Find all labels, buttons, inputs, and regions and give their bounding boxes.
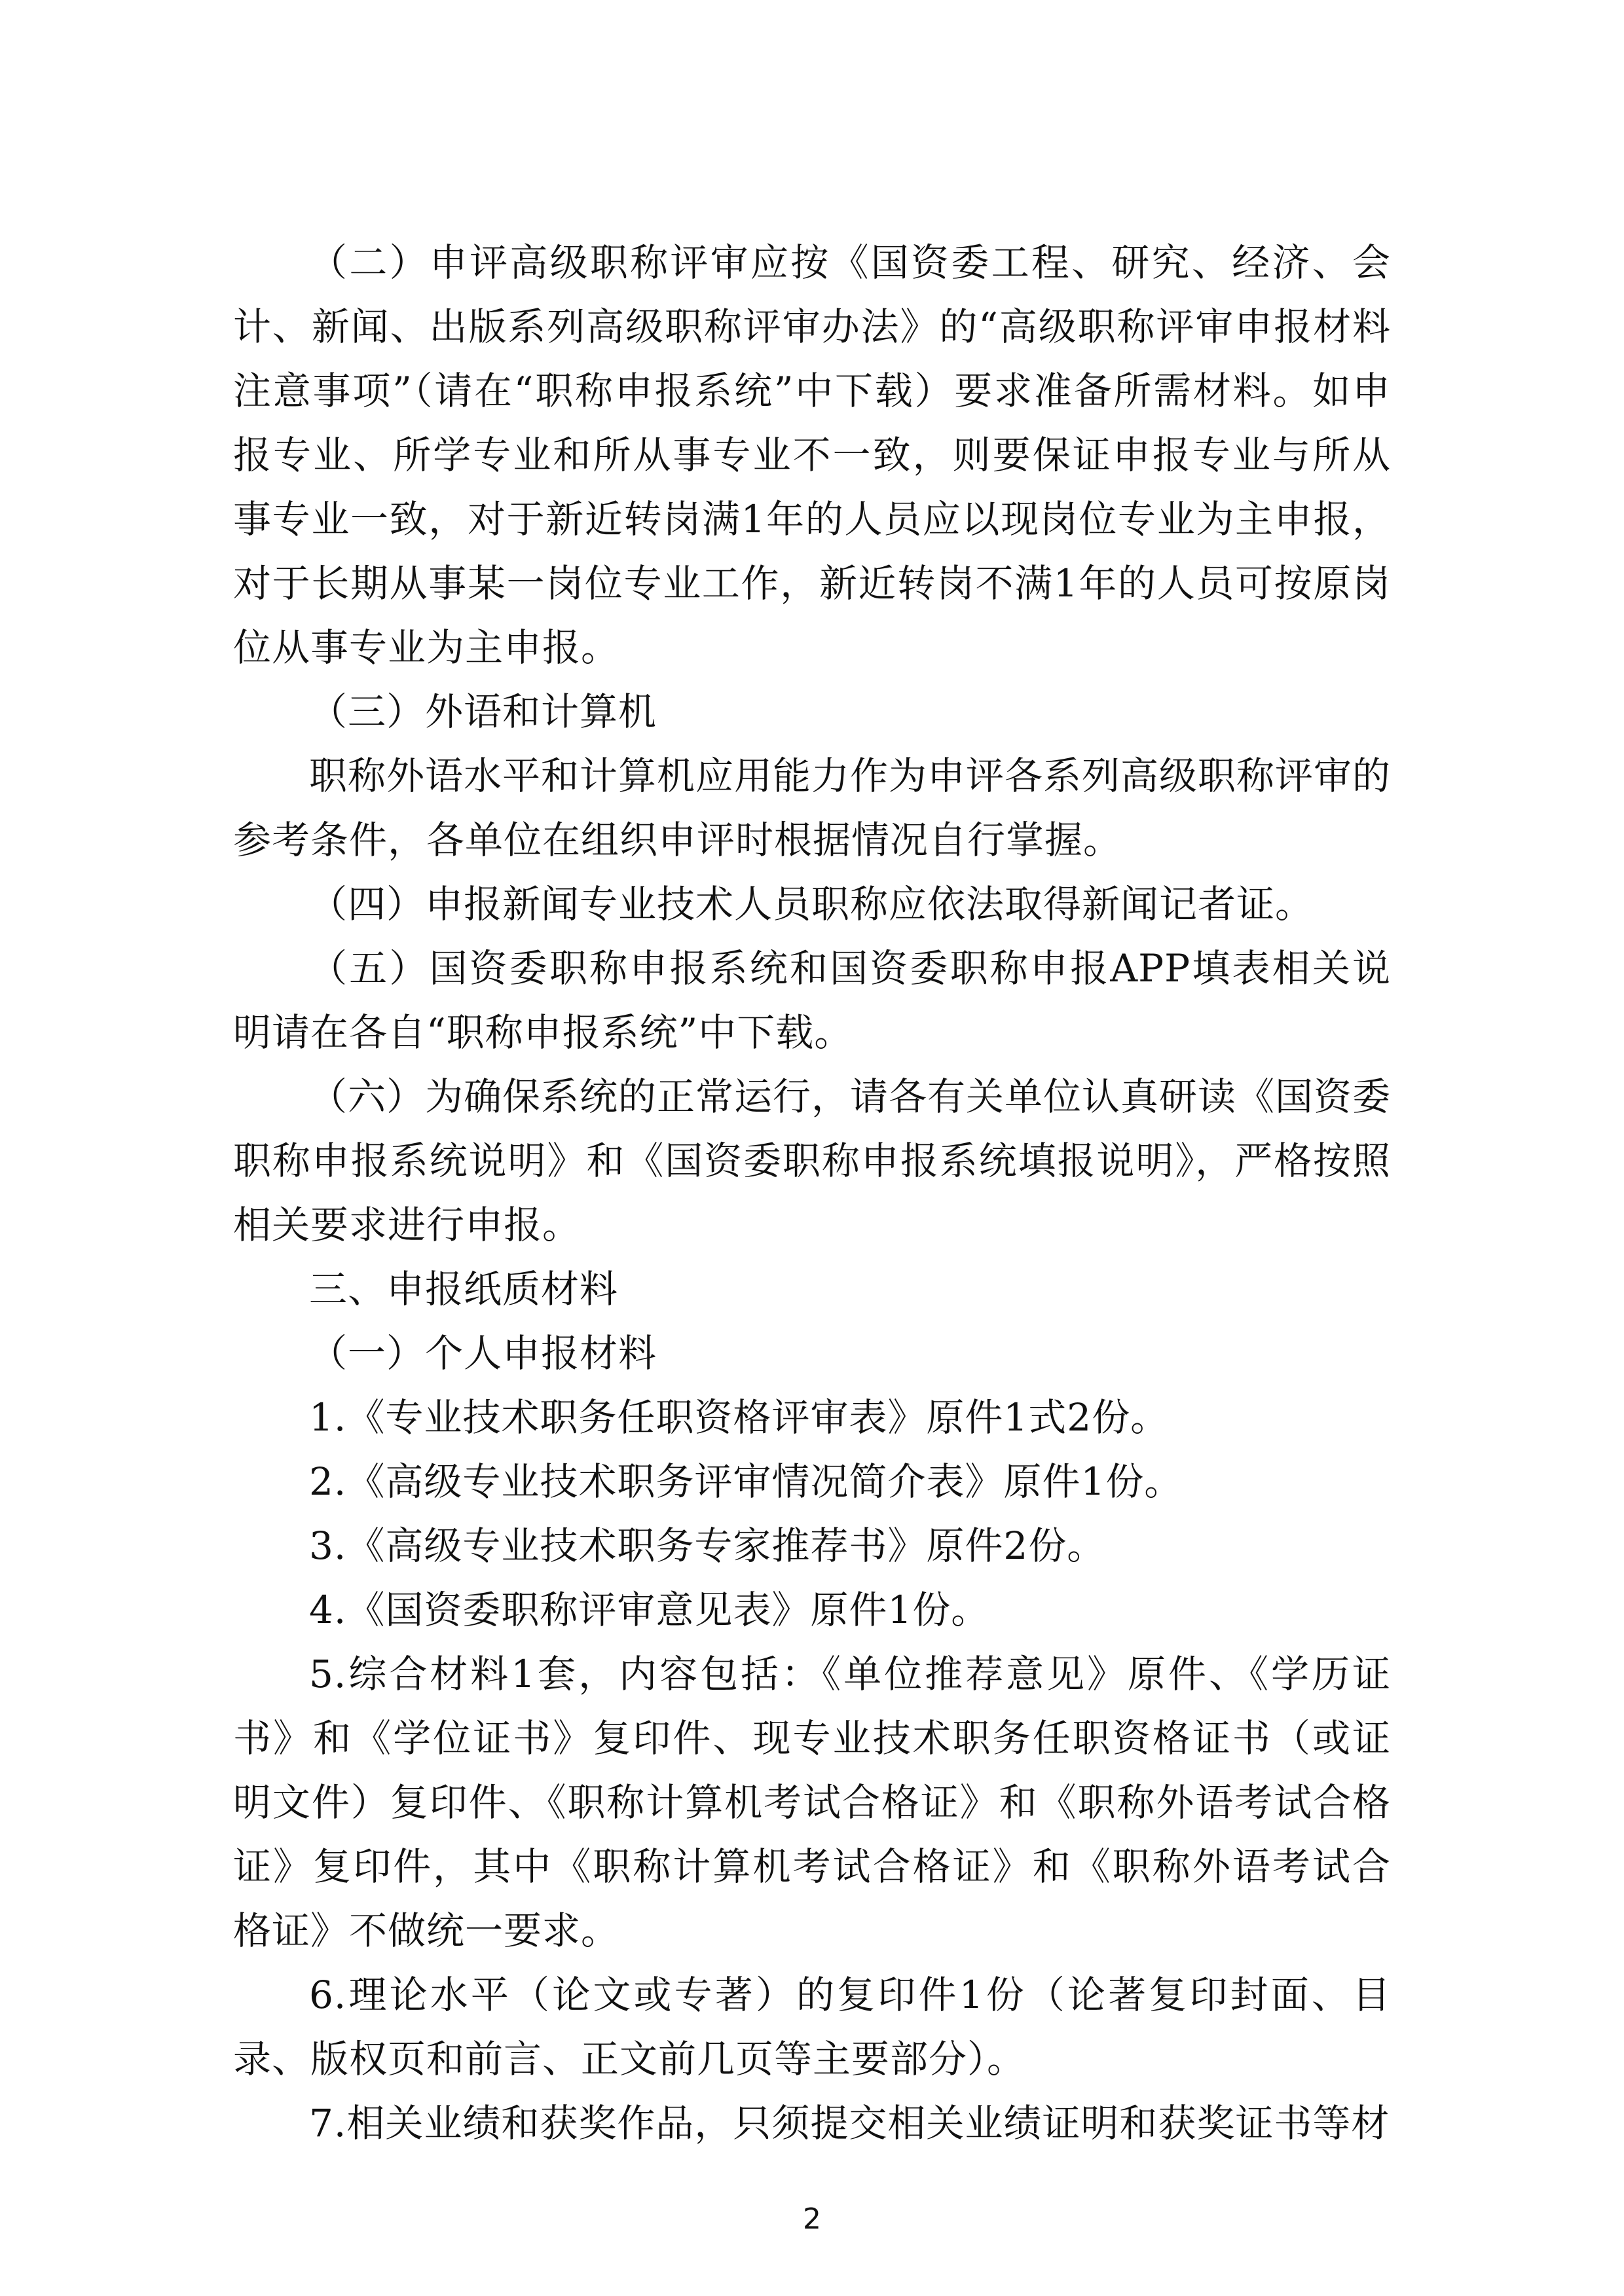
list-item-4: 4.《国资委职称评审意见表》原件1份。 — [309, 1588, 990, 1632]
paragraph-section-2-2: （二）申评高级职称评审应按《国资委工程、研究、经济、会计、新闻、出版系列高级职称评审办法》的“高级职称评审申报材料注意事项”（请在“职称申报系统”中下载）要求准备所需材料。如申报专业、所学专业和所从事专业不一致，则要保证申报专业与所从事专业一致，对于新近转岗满1年的人员应以现岗位专业为主申报，对于长期从事某一岗位专业工作，新近转岗不满1年的人员可按原岗位从事专业为主申报。 — [233, 240, 1391, 670]
list-item-1: 1.《专业技术职务任职资格评审表》原件1式2份。 — [309, 1395, 1170, 1440]
paragraph-section-2-4: （四）申报新闻专业技术人员职称应依法取得新闻记者证。 — [309, 882, 1314, 926]
paragraph-foreign-language-computer: 职称外语水平和计算机应用能力作为申评各系列高级职称评审的参考条件，各单位在组织申评时根据情况自行掌握。 — [233, 754, 1392, 862]
list-item-3: 3.《高级专业技术职务专家推荐书》原件2份。 — [309, 1523, 1106, 1568]
paragraph-section-2-5: （五）国资委职称申报系统和国资委职称申报APP填表相关说明请在各自“职称申报系统”中下载。 — [233, 946, 1391, 1055]
list-item-7: 7.相关业绩和获奖作品，只须提交相关业绩证明和获奖证书等材 — [309, 2101, 1390, 2145]
heading-section-3-1: （一）个人申报材料 — [309, 1331, 657, 1376]
heading-section-2-3: （三）外语和计算机 — [309, 689, 657, 734]
heading-section-3: 三、申报纸质材料 — [309, 1267, 619, 1311]
page-number: 2 — [803, 2202, 821, 2236]
list-item-5: 5.综合材料1套，内容包括：《单位推荐意见》原件、《学历证书》和《学位证书》复印件、现专业技术职务任职资格证书（或证明文件）复印件、《职称计算机考试合格证》和《职称外语考试合格证》复印件，其中《职称计算机考试合格证》和《职称外语考试合格证》不做统一要求。 — [233, 1652, 1391, 1953]
document-body — [233, 230, 1391, 2155]
paragraph-section-2-6: （六）为确保系统的正常运行，请各有关单位认真研读《国资委职称申报系统说明》和《国资委职称申报系统填报说明》，严格按照相关要求进行申报。 — [233, 1074, 1392, 1247]
list-item-2: 2.《高级专业技术职务评审情况简介表》原件1份。 — [309, 1459, 1183, 1504]
list-item-6: 6.理论水平（论文或专著）的复印件1份（论著复印封面、目录、版权页和前言、正文前几页等主要部分）。 — [233, 1973, 1391, 2081]
